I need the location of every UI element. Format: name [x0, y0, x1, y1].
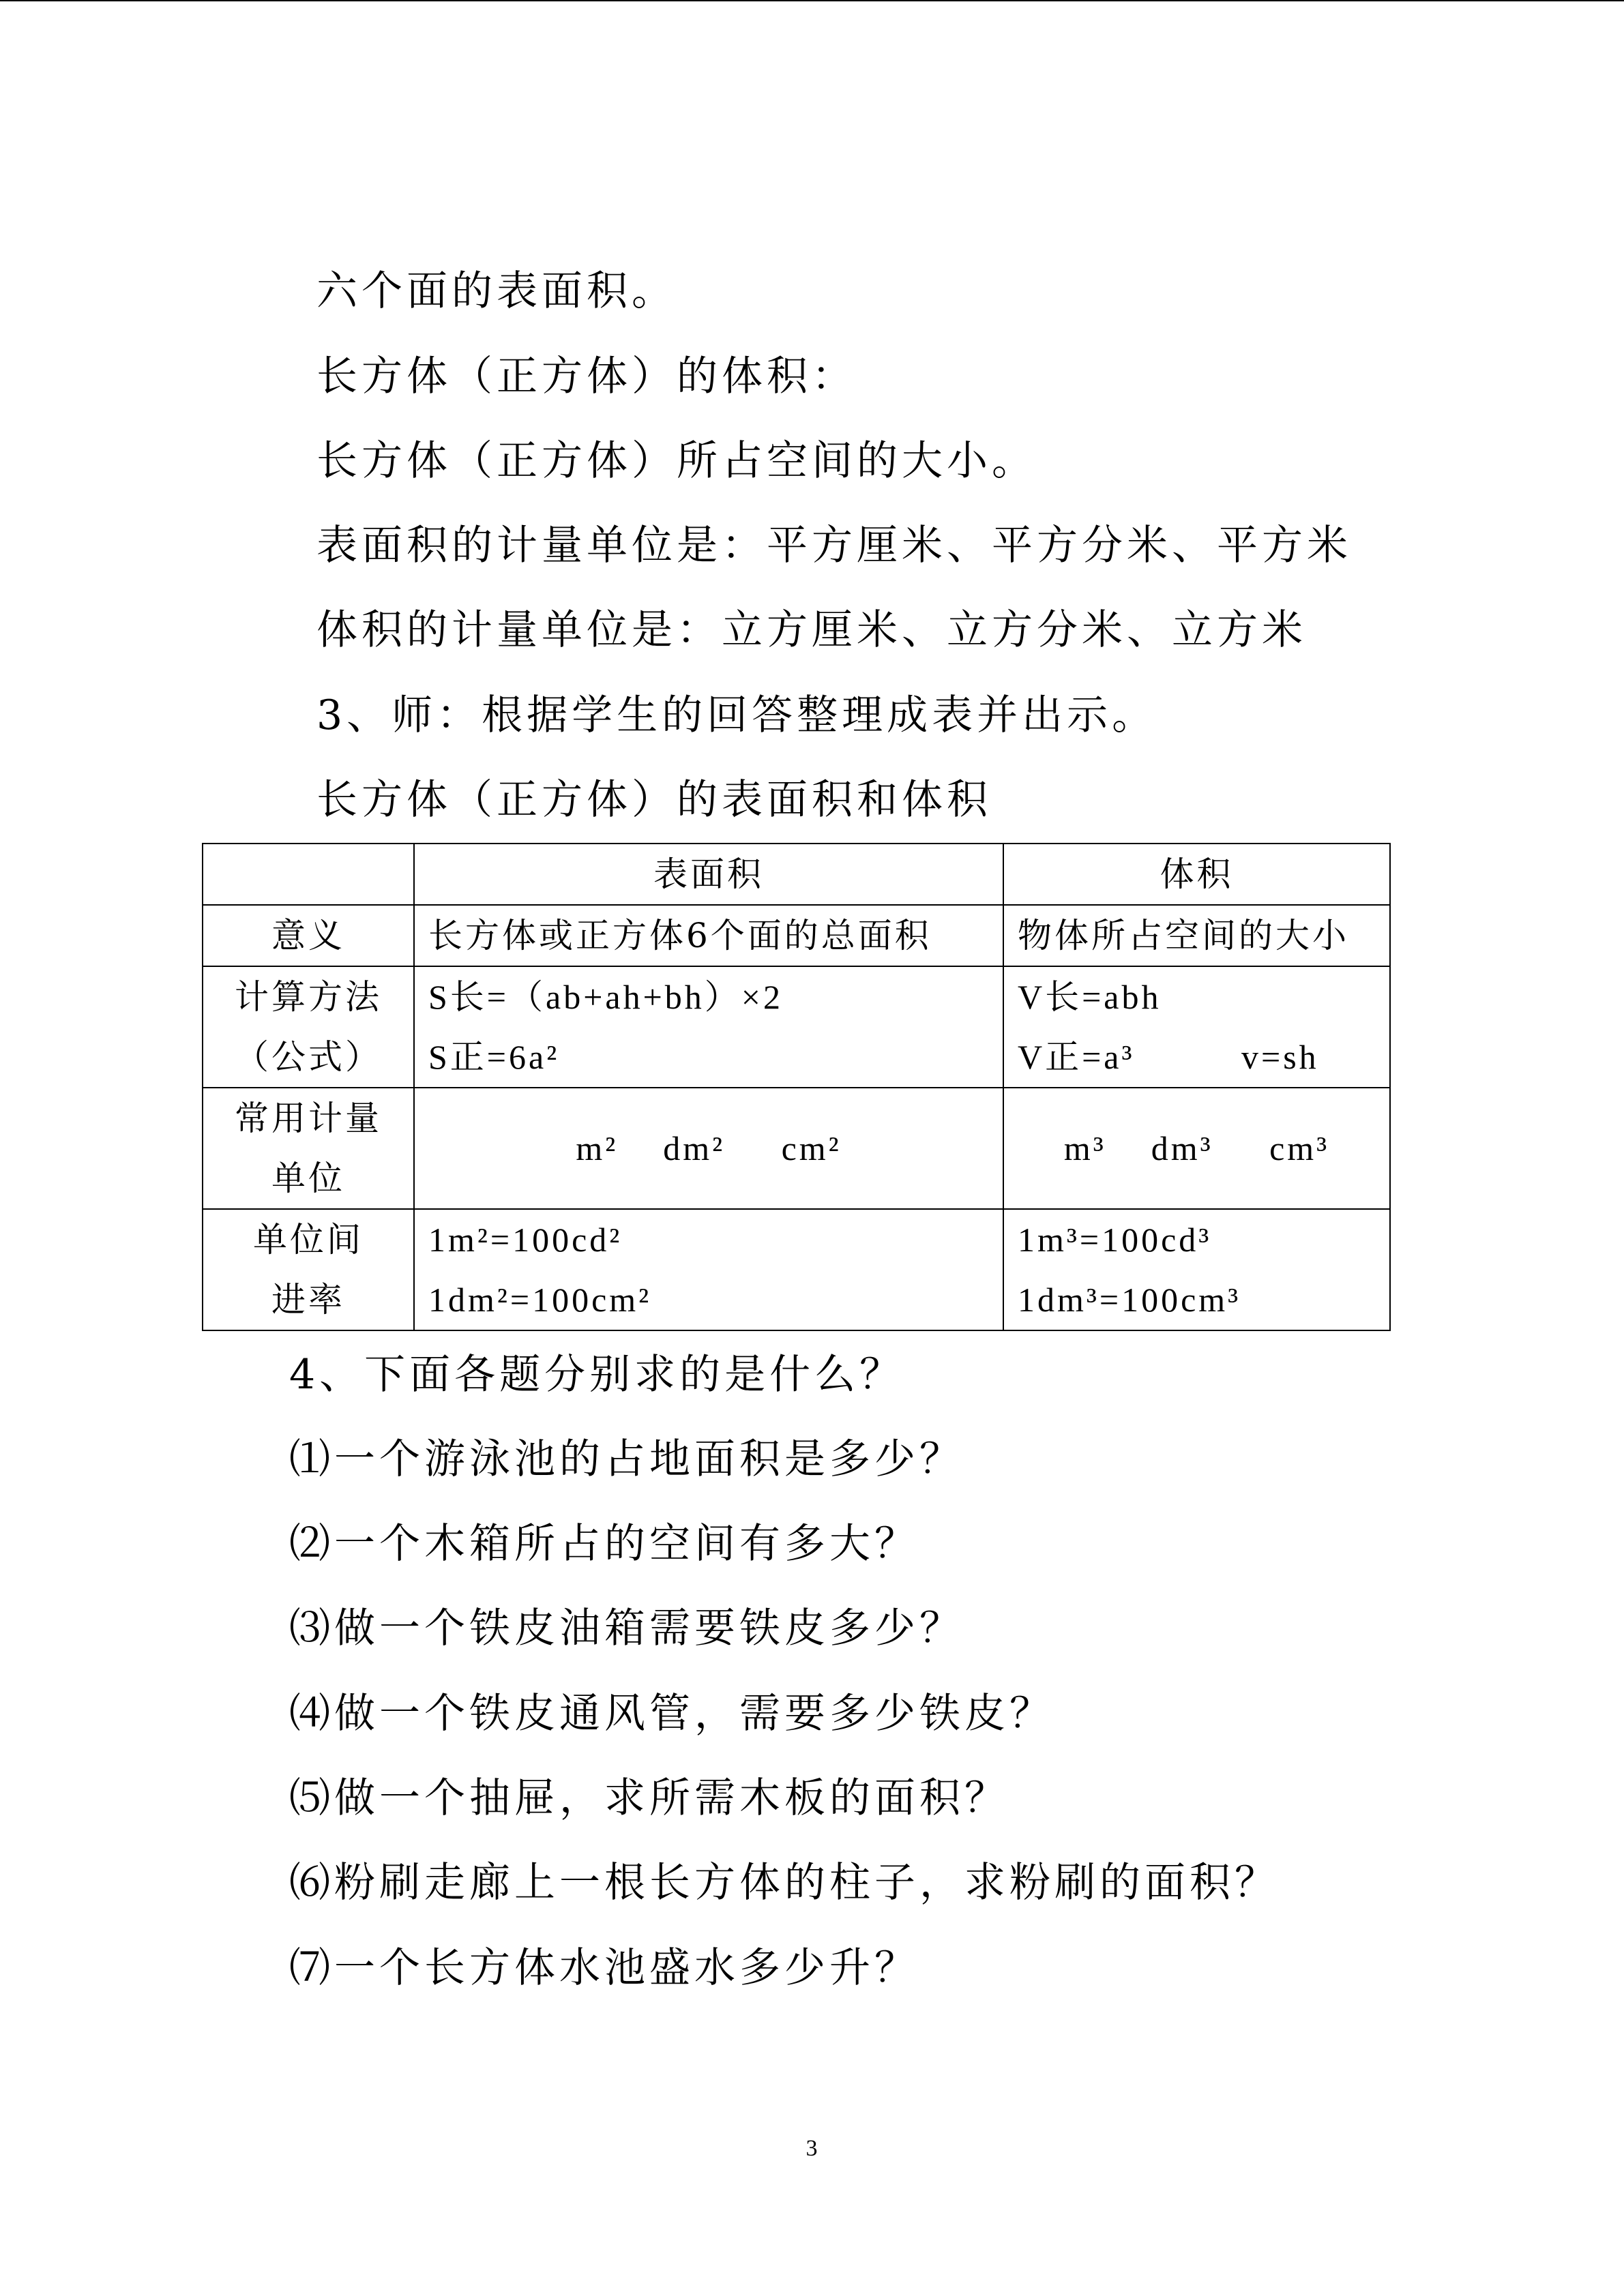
table-row-formula — [203, 966, 1390, 1088]
formula-volume — [1003, 966, 1390, 1088]
header-surface: 表面积 — [414, 844, 1003, 905]
units-volume: m³ dm³ cm³ — [1003, 1088, 1390, 1209]
table-row-units — [203, 1088, 1390, 1209]
meaning-volume: 物体所占空间的大小 — [1003, 905, 1390, 966]
rates-surface-2: 1dm²=100cm² — [428, 1281, 652, 1319]
paragraph-4: 表面积的计量单位是：平方厘米、平方分米、平方米 — [316, 522, 1352, 569]
top-border-line — [0, 0, 1624, 1]
table-header-row — [203, 844, 1390, 905]
rates-label — [203, 1209, 414, 1330]
question-7: ⑺一个长方体水池盛水多少升？ — [289, 1944, 919, 1992]
rates-volume-2: 1dm³=100cm³ — [1018, 1281, 1241, 1319]
formula-label-line1: 计算方法 — [235, 977, 382, 1017]
units-label — [203, 1088, 414, 1209]
formula-label — [203, 966, 414, 1088]
question-6: ⑹粉刷走廊上一根长方体的柱子，求粉刷的面积？ — [289, 1859, 1280, 1907]
question-1: ⑴一个游泳池的占地面积是多少？ — [289, 1435, 964, 1483]
units-label-line1: 常用计量 — [235, 1099, 382, 1138]
paragraph-5: 体积的计量单位是：立方厘米、立方分米、立方米 — [316, 606, 1307, 654]
meaning-label: 意义 — [203, 905, 414, 966]
formula-volume-cube-row — [1018, 1027, 1389, 1087]
units-surface: m² dm² cm² — [414, 1088, 1003, 1209]
paragraph-2: 长方体（正方体）的体积： — [316, 353, 857, 400]
rates-volume-1: 1m³=100cd³ — [1018, 1221, 1212, 1259]
paragraph-3: 长方体（正方体）所占空间的大小。 — [316, 437, 1037, 485]
table-row-rates — [203, 1209, 1390, 1330]
summary-table — [202, 843, 1391, 1331]
question-title: 4、下面各题分别求的是什么？ — [289, 1351, 905, 1399]
rates-surface — [414, 1209, 1003, 1330]
page-number: 3 — [806, 2136, 818, 2161]
question-2: ⑵一个木箱所占的空间有多大？ — [289, 1520, 919, 1568]
formula-surface-cuboid: S长=（ab+ah+bh）×2 — [428, 978, 783, 1016]
formula-surface-cube: S正=6a² — [428, 1038, 560, 1076]
paragraph-6: 3、师：根据学生的回答整理成表并出示。 — [316, 691, 1157, 739]
rates-label-line2: 进率 — [271, 1280, 345, 1320]
header-volume: 体积 — [1003, 844, 1390, 905]
question-5: ⑸做一个抽屉，求所需木板的面积？ — [289, 1774, 1009, 1822]
formula-volume-cuboid: V长=abh — [1018, 978, 1162, 1016]
rates-label-line1: 单位间 — [253, 1220, 364, 1259]
units-label-line2: 单位 — [271, 1159, 345, 1198]
rates-volume — [1003, 1209, 1390, 1330]
paragraph-1: 六个面的表面积。 — [316, 267, 677, 315]
question-4: ⑷做一个铁皮通风管，需要多少铁皮？ — [289, 1690, 1054, 1738]
meaning-surface: 长方体或正方体6个面的总面积 — [414, 905, 1003, 966]
formula-label-line2: （公式） — [235, 1037, 382, 1077]
formula-surface — [414, 966, 1003, 1088]
header-empty-cell — [203, 844, 414, 905]
table-row-meaning — [203, 905, 1390, 966]
formula-volume-general: v=sh — [1241, 1038, 1319, 1076]
table-caption: 长方体（正方体）的表面积和体积 — [316, 776, 992, 824]
question-3: ⑶做一个铁皮油箱需要铁皮多少？ — [289, 1605, 964, 1652]
formula-volume-cube: V正=a³ — [1018, 1038, 1135, 1076]
rates-surface-1: 1m²=100cd² — [428, 1221, 623, 1259]
